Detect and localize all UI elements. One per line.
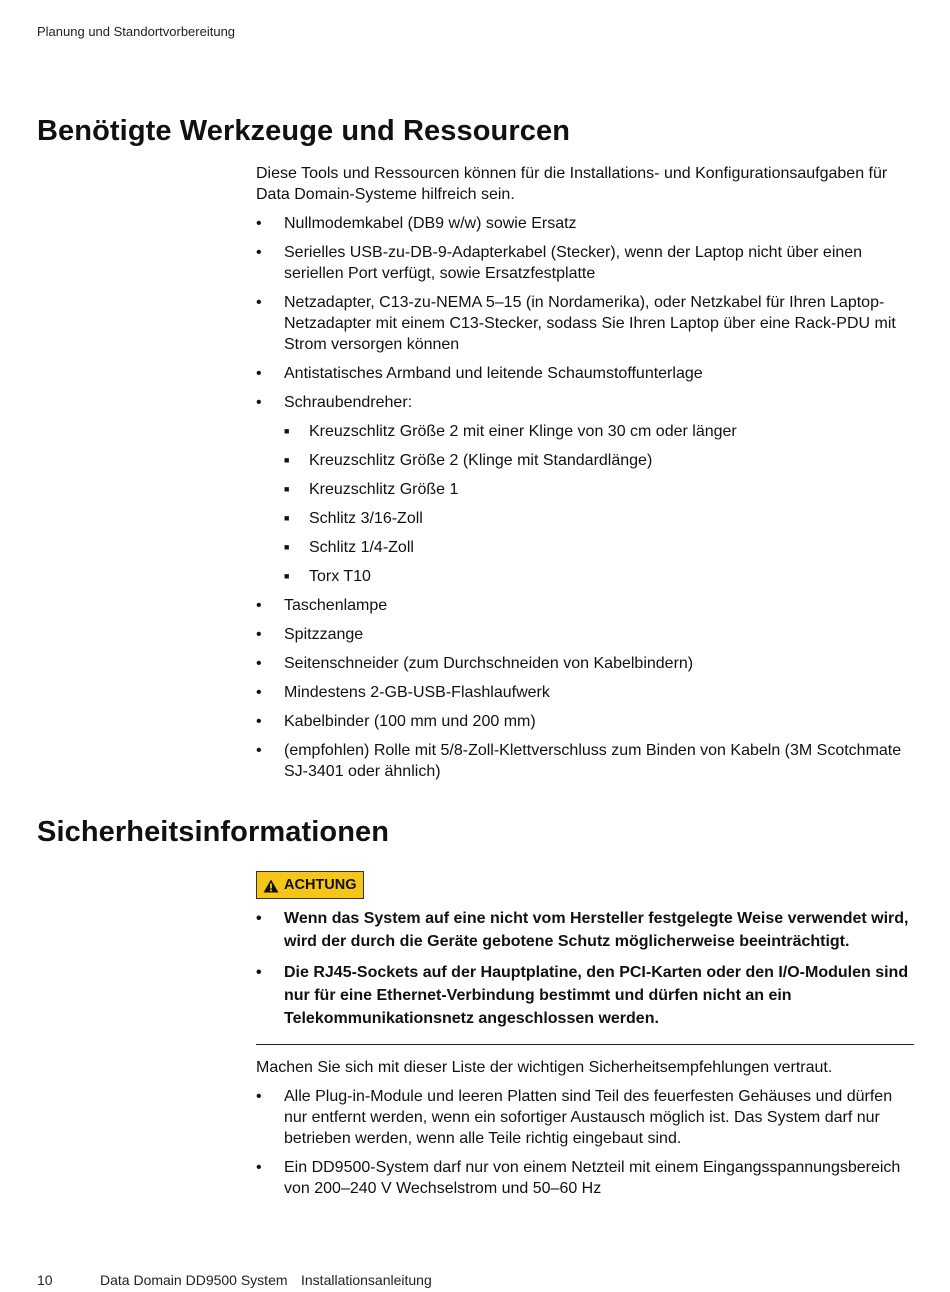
caution-list <box>256 907 914 1030</box>
page-number: 10 <box>37 1272 53 1288</box>
tools-list <box>256 213 914 782</box>
footer-product: Data Domain DD9500 System <box>100 1272 288 1288</box>
tools-section-body <box>256 163 914 782</box>
list-item: • Alle Plug-in-Module und leeren Platten sind Teil des feuerfesten Gehäuses und dürfen nur entfernt werden, wenn ein sofortiger Austausch möglich ist. Das System darf nur betrieben werden, wenn alle Teile richtig eingebaut sind. <box>256 1086 914 1149</box>
list-item: • Nullmodemkabel (DB9 w/w) sowie Ersatz <box>256 213 914 234</box>
list-item: • Antistatisches Armband und leitende Schaumstoffunterlage <box>256 363 914 384</box>
list-item: • Mindestens 2-GB-USB-Flashlaufwerk <box>256 682 914 703</box>
list-item: • Ein DD9500-System darf nur von einem Netzteil mit einem Eingangsspannungsbereich von 200–240 V Wechselstrom und 50–60 Hz <box>256 1157 914 1199</box>
list-item: • Schraubendreher: <box>256 392 914 413</box>
safety-intro: Machen Sie sich mit dieser Liste der wichtigen Sicherheitsempfehlungen vertraut. <box>256 1059 833 1076</box>
caution-item: • Die RJ45-Sockets auf der Hauptplatine, den PCI-Karten oder den I/O-Modulen sind nur für eine Ethernet-Verbindung bestimmt und dürfen nicht an ein Telekommunikationsnetz angeschlossen werden. <box>256 961 914 1030</box>
caution-badge <box>256 871 364 899</box>
sub-list-item: ■ Kreuzschlitz Größe 1 <box>256 479 914 500</box>
caution-divider <box>256 1044 914 1045</box>
tools-intro: Diese Tools und Ressourcen können für die Installations- und Konfigurationsaufgaben für Data Domain-Systeme hilfreich sein. <box>256 165 888 203</box>
list-item: • Kabelbinder (100 mm und 200 mm) <box>256 711 914 732</box>
safety-section-body <box>256 871 914 1199</box>
running-header: Planung und Standortvorbereitung <box>37 24 236 39</box>
list-item: • Serielles USB-zu-DB-9-Adapterkabel (Stecker), wenn der Laptop nicht über einen seriellen Port verfügt, sowie Ersatzfestplatte <box>256 242 914 284</box>
safety-section-title: Sicherheitsinformationen <box>37 816 390 848</box>
safety-list <box>256 1086 914 1199</box>
sub-list-item: ■ Torx T10 <box>256 566 914 587</box>
tools-section-title: Benötigte Werkzeuge und Ressourcen <box>37 115 571 147</box>
sub-list-item: ■ Schlitz 1/4-Zoll <box>256 537 914 558</box>
list-item: • Taschenlampe <box>256 595 914 616</box>
sub-list-item: ■ Kreuzschlitz Größe 2 (Klinge mit Standardlänge) <box>256 450 914 471</box>
sub-list-item: ■ Schlitz 3/16-Zoll <box>256 508 914 529</box>
list-item: • Netzadapter, C13-zu-NEMA 5–15 (in Nordamerika), oder Netzkabel für Ihren Laptop-Netzadapter mit einem C13-Stecker, sodass Sie Ihren Laptop über eine Rack-PDU mit Strom versorgen können <box>256 292 914 355</box>
caution-item: • Wenn das System auf eine nicht vom Hersteller festgelegte Weise verwendet wird, wird der durch die Geräte gebotene Schutz möglicherweise beeinträchtigt. <box>256 907 914 953</box>
list-item: • Spitzzange <box>256 624 914 645</box>
list-item: • Seitenschneider (zum Durchschneiden von Kabelbindern) <box>256 653 914 674</box>
caution-label: ACHTUNG <box>284 877 357 893</box>
sub-list-item: ■ Kreuzschlitz Größe 2 mit einer Klinge von 30 cm oder länger <box>256 421 914 442</box>
footer-doc-type: Installationsanleitung <box>301 1272 432 1288</box>
list-item: • (empfohlen) Rolle mit 5/8-Zoll-Klettverschluss zum Binden von Kabeln (3M Scotchmate SJ-3401 oder ähnlich) <box>256 740 914 782</box>
warning-triangle-icon <box>263 879 279 893</box>
